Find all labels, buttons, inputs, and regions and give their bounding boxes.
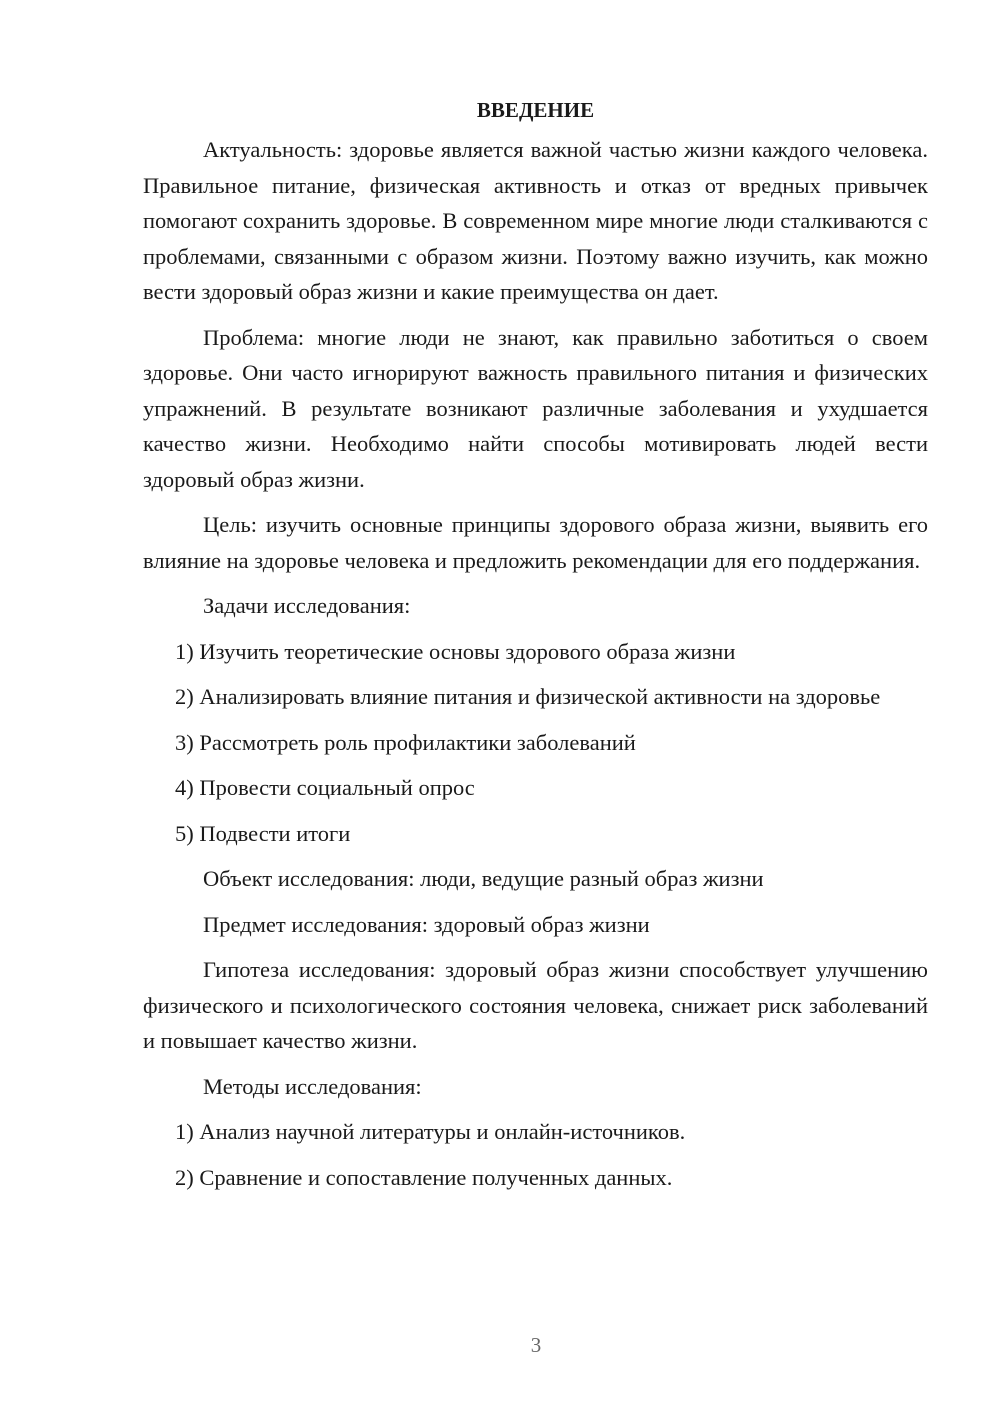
page-number: 3 bbox=[530, 1333, 542, 1357]
method-item: 2) Сравнение и сопоставление полученных данных. bbox=[175, 1164, 673, 1190]
method-item: 1) Анализ научной литературы и онлайн-источников. bbox=[175, 1119, 686, 1144]
task-item: 1) Изучить теоретические основы здорового образа жизни bbox=[175, 638, 736, 664]
task-item: 2) Анализировать влияние питания и физической активности на здоровье bbox=[175, 684, 881, 709]
task-item: 4) Провести социальный опрос bbox=[175, 775, 475, 800]
methods-heading: Методы исследования: bbox=[203, 1073, 422, 1099]
tasks-heading: Задачи исследования: bbox=[203, 593, 411, 618]
research-subject: Предмет исследования: здоровый образ жизни bbox=[203, 911, 650, 937]
research-object: Объект исследования: люди, ведущие разный образ жизни bbox=[203, 866, 764, 891]
task-item: 3) Рассмотреть роль профилактики заболеваний bbox=[175, 729, 636, 755]
goal-paragraph: Цель: изучить основные принципы здорового образа жизни, выявить его влияние на здоровье человека и предложить рекомендации для его поддержания. bbox=[143, 512, 928, 573]
document-page bbox=[143, 92, 928, 1205]
task-item: 5) Подвести итоги bbox=[175, 820, 351, 846]
page-title: ВВЕДЕНИЕ bbox=[476, 98, 595, 122]
hypothesis-paragraph: Гипотеза исследования: здоровый образ жизни способствует улучшению физического и психологического состояния человека, снижает риск заболеваний и повышает качество жизни. bbox=[143, 957, 928, 1053]
relevance-paragraph: Актуальность: здоровье является важной частью жизни каждого человека. Правильное питание, физическая активность и отказ от вредных привычек помогают сохранить здоровье. В современном мире многие люди сталкиваются с проблемами, связанными с образом жизни. Поэтому важно изучить, как можно вести здоровый образ жизни и какие преимущества он дает. bbox=[143, 137, 928, 304]
problem-paragraph: Проблема: многие люди не знают, как правильно заботиться о своем здоровье. Они часто игнорируют важность правильного питания и физических упражнений. В результате возникают различные заболевания и ухудшается качество жизни. Необходимо найти способы мотивировать людей вести здоровый образ жизни. bbox=[143, 324, 928, 492]
